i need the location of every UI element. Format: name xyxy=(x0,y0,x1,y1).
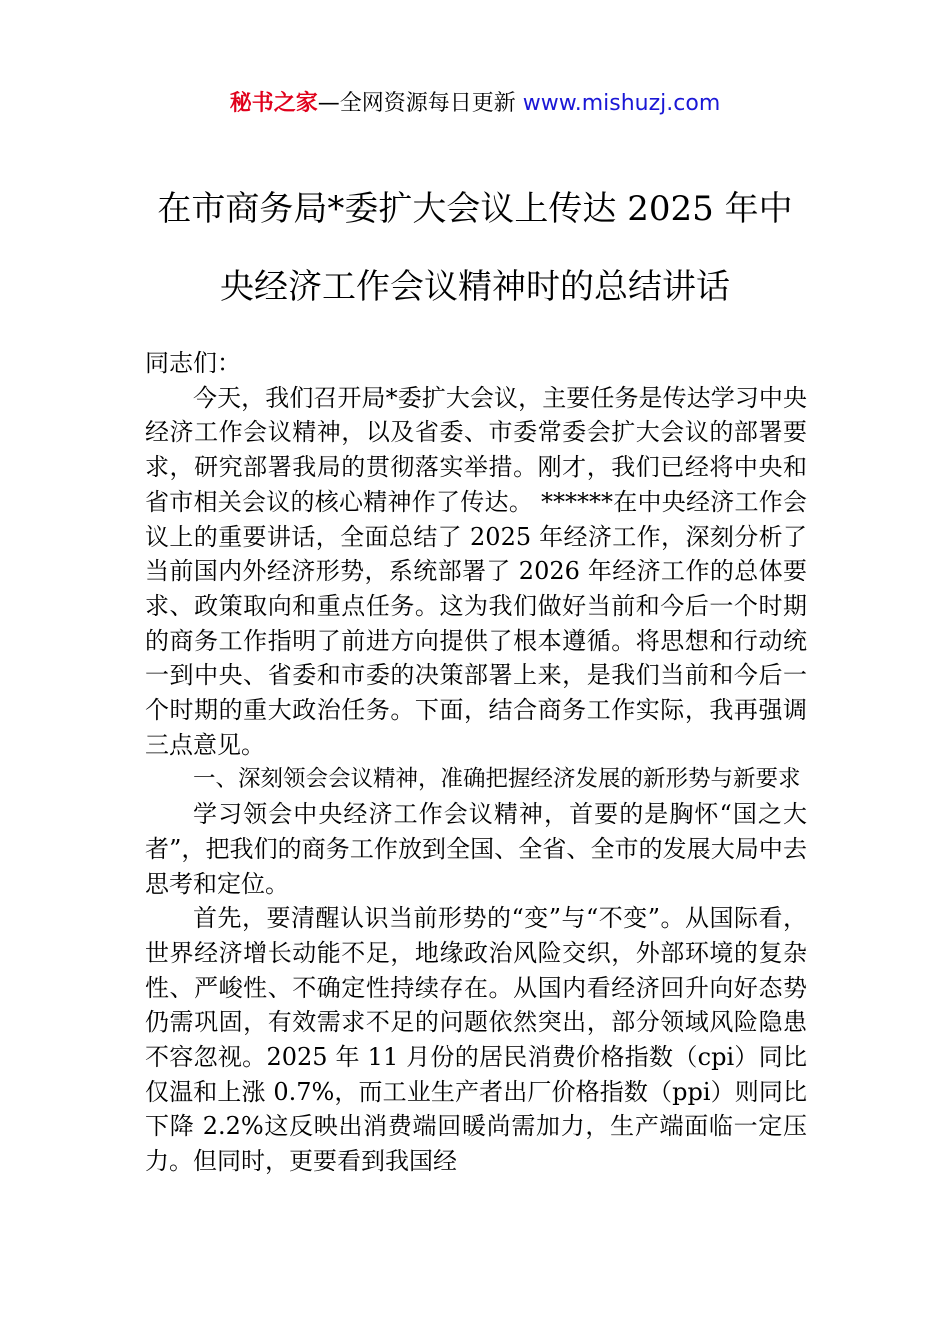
title-line-1: 在市商务局*委扩大会议上传达 2025 年中 xyxy=(157,189,793,229)
paragraph-intro: 今天，我们召开局*委扩大会议，主要任务是传达学习中央经济工作会议精神，以及省委、市委常委会扩大会议的部署要求，研究部署我局的贯彻落实举措。刚才，我们已经将中央和省市相关会议的核心精神作了传达。 ******在中央经济工作会议上的重要讲话，全面总结了 2025 年经济工作，深刻分析了当前国内外经济形势，系统部署了 2026 年经济工作的总体要求、政策取向和重点任务。这为我们做好当前和今后一个时期的商务工作指明了前进方向提供了根本遵循。将思想和行动统一到中央、省委和市委的决策部署上来，是我们当前和今后一个时期的重大政治任务。下面，结合商务工作实际，我再强调三点意见。 xyxy=(145,383,807,759)
brand-name: 秘书之家 xyxy=(229,91,318,116)
greeting: 同志们： xyxy=(145,349,241,377)
header-slogan: —全网资源每日更新 xyxy=(317,91,523,116)
title-line-2: 央经济工作会议精神时的总结讲话 xyxy=(220,267,730,307)
paragraph-2: 学习领会中央经济工作会议精神，首要的是胸怀“国之大者”，把我们的商务工作放到全国、全省、全市的发展大局中去思考和定位。 xyxy=(145,800,807,898)
website-link[interactable]: www.mishuzj.com xyxy=(522,91,721,116)
section-heading-1: 一、深刻领会会议精神，准确把握经济发展的新形势与新要求 xyxy=(193,766,801,793)
document-body xyxy=(145,346,807,1179)
paragraph-3: 首先，要清醒认识当前形势的“变”与“不变”。从国际看，世界经济增长动能不足，地缘政治风险交织，外部环境的复杂性、严峻性、不确定性持续存在。从国内看经济回升向好态势仍需巩固，有效需求不足的问题依然突出，部分领域风险隐患不容忽视。2025 年 11 月份的居民消费价格指数（cpi）同比仅温和上涨 0.7%，而工业生产者出厂价格指数（ppi）则同比下降 2.2%这反映出消费端回暖尚需加力，生产端面临一定压力。但同时，更要看到我国经 xyxy=(145,904,807,1176)
site-header xyxy=(0,88,950,120)
document-title xyxy=(0,182,950,314)
